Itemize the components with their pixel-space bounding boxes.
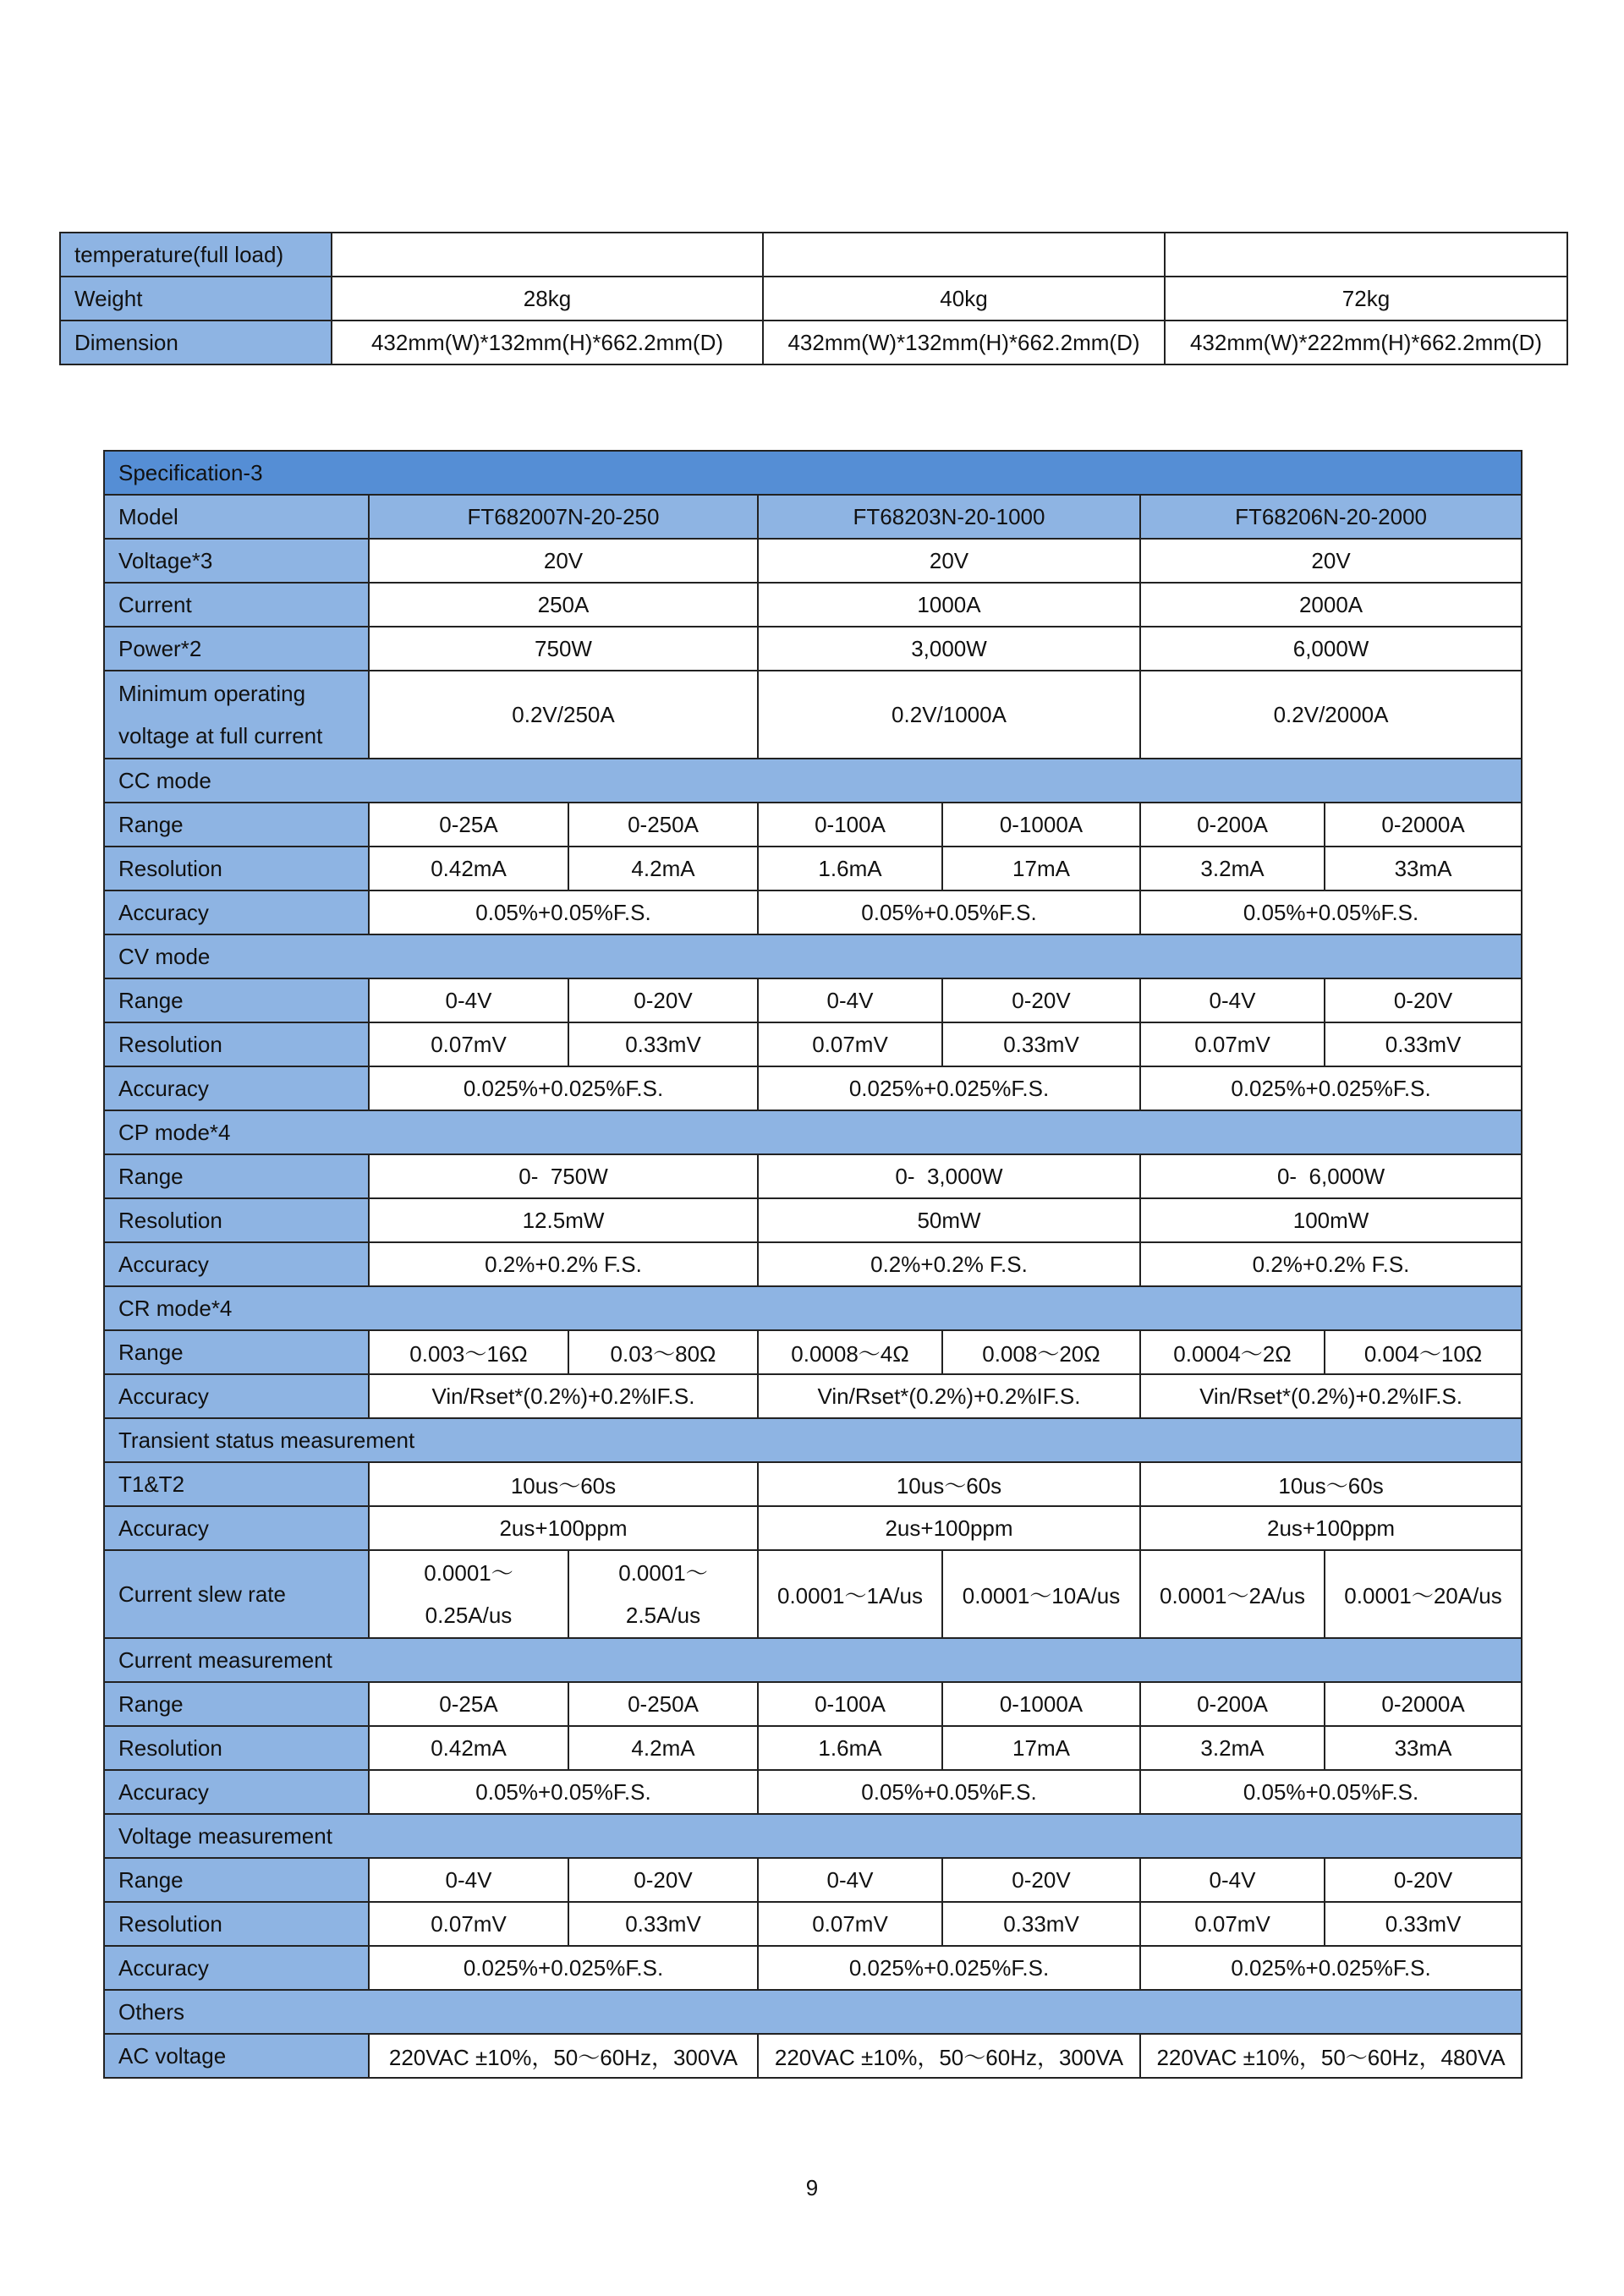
table-cell: 432mm(W)*222mm(H)*662.2mm(D): [1165, 321, 1567, 364]
section-row: [104, 934, 1522, 978]
section-header: CR mode*4: [104, 1286, 1522, 1330]
table-cell: 220VAC ±10%，50～60Hz，480VA: [1140, 2034, 1522, 2078]
table-cell: 0.33mV: [942, 1902, 1140, 1946]
table-row: [60, 233, 1567, 277]
table-cell: 0.025%+0.025%F.S.: [758, 1066, 1140, 1110]
table-cell: 0-4V: [758, 1858, 942, 1902]
table-cell: 0.025%+0.025%F.S.: [1140, 1946, 1522, 1990]
label-line: voltage at full current: [118, 723, 323, 748]
table-cell: 0.0001～1A/us: [758, 1550, 942, 1638]
table-cell: 0.2%+0.2% F.S.: [758, 1242, 1140, 1286]
table-cell: 0.42mA: [369, 1726, 568, 1770]
table-row: [104, 803, 1522, 847]
table-row: [104, 1154, 1522, 1198]
model-cell: FT68206N-20-2000: [1140, 495, 1522, 539]
spec-3-table: [103, 450, 1522, 2079]
row-label: Resolution: [104, 1726, 369, 1770]
row-label: Resolution: [104, 847, 369, 890]
table-cell: 0.0001～ 0.25A/us: [369, 1550, 568, 1638]
row-label: Accuracy: [104, 890, 369, 934]
table-cell: 0-2000A: [1325, 1682, 1522, 1726]
table-cell: 50mW: [758, 1198, 1140, 1242]
table-cell: 10us～60s: [369, 1462, 758, 1506]
table-cell: 1000A: [758, 583, 1140, 627]
table-row: [104, 539, 1522, 583]
table-cell: 0-4V: [1140, 1858, 1325, 1902]
table-cell: 0.025%+0.025%F.S.: [369, 1946, 758, 1990]
table-cell: [1165, 233, 1567, 277]
row-label: Range: [104, 1330, 369, 1374]
row-label: Weight: [60, 277, 332, 321]
section-row: [104, 1286, 1522, 1330]
row-label: T1&T2: [104, 1462, 369, 1506]
table-row: [104, 1770, 1522, 1814]
table-cell: 0-1000A: [942, 803, 1140, 847]
table-cell: 0.33mV: [568, 1022, 758, 1066]
section-row: [104, 1110, 1522, 1154]
table-cell: 0-25A: [369, 803, 568, 847]
table-cell: 750W: [369, 627, 758, 671]
table-cell: 0-4V: [1140, 978, 1325, 1022]
row-label: Accuracy: [104, 1506, 369, 1550]
table-cell: 0-4V: [369, 978, 568, 1022]
table-cell: 432mm(W)*132mm(H)*662.2mm(D): [332, 321, 763, 364]
table-row: [104, 1374, 1522, 1418]
table-cell: 1.6mA: [758, 847, 942, 890]
table-cell: 0.42mA: [369, 847, 568, 890]
table-cell: 3.2mA: [1140, 1726, 1325, 1770]
section-header: Transient status measurement: [104, 1418, 1522, 1462]
table-cell: 20V: [369, 539, 758, 583]
table-cell: 0- 3,000W: [758, 1154, 1140, 1198]
page-number: 9: [805, 2175, 819, 2200]
table-cell: 0-2000A: [1325, 803, 1522, 847]
table-cell: 0.33mV: [568, 1902, 758, 1946]
table-cell: 0.05%+0.05%F.S.: [369, 890, 758, 934]
row-label: [104, 671, 369, 759]
table-cell: 0.025%+0.025%F.S.: [369, 1066, 758, 1110]
row-label: Voltage*3: [104, 539, 369, 583]
table-cell: 0.05%+0.05%F.S.: [369, 1770, 758, 1814]
table-cell: 0.05%+0.05%F.S.: [758, 1770, 1140, 1814]
table-row: [104, 1198, 1522, 1242]
row-label: Resolution: [104, 1022, 369, 1066]
table-cell: 2000A: [1140, 583, 1522, 627]
table-cell: 28kg: [332, 277, 763, 321]
table-cell: 0.2%+0.2% F.S.: [1140, 1242, 1522, 1286]
table-cell: 0.0001～ 2.5A/us: [568, 1550, 758, 1638]
section-row: [104, 1638, 1522, 1682]
section-header: CV mode: [104, 934, 1522, 978]
table-cell: 2us+100ppm: [1140, 1506, 1522, 1550]
table-cell: 0.0008～4Ω: [758, 1330, 942, 1374]
label-line: Minimum operating: [118, 681, 306, 706]
model-cell: FT68203N-20-1000: [758, 495, 1140, 539]
table-row: [104, 978, 1522, 1022]
section-row: [104, 759, 1522, 803]
table-row: [104, 1858, 1522, 1902]
table-cell: 17mA: [942, 847, 1140, 890]
table-cell: 0.2V/1000A: [758, 671, 1140, 759]
table-cell: 0-100A: [758, 803, 942, 847]
table-cell: 3.2mA: [1140, 847, 1325, 890]
section-row: [104, 1814, 1522, 1858]
table-cell: 220VAC ±10%，50～60Hz，300VA: [369, 2034, 758, 2078]
table-row: [104, 847, 1522, 890]
table-cell: 0.008～20Ω: [942, 1330, 1140, 1374]
table-row: [104, 1022, 1522, 1066]
table-cell: 0.07mV: [758, 1022, 942, 1066]
row-label: Range: [104, 1154, 369, 1198]
table-cell: 0-250A: [568, 803, 758, 847]
table-cell: 4.2mA: [568, 1726, 758, 1770]
table-cell: 0.05%+0.05%F.S.: [1140, 890, 1522, 934]
table-cell: [763, 233, 1165, 277]
table-cell: 20V: [1140, 539, 1522, 583]
table-cell: 12.5mW: [369, 1198, 758, 1242]
table-row: [60, 277, 1567, 321]
table-header-row: [104, 451, 1522, 495]
table-cell: 0-20V: [568, 978, 758, 1022]
row-label: Accuracy: [104, 1066, 369, 1110]
table-row: [104, 627, 1522, 671]
table-cell: 40kg: [763, 277, 1165, 321]
table-cell: 0-1000A: [942, 1682, 1140, 1726]
table-cell: 0.025%+0.025%F.S.: [1140, 1066, 1522, 1110]
table-cell: 0.07mV: [758, 1902, 942, 1946]
table-row: [104, 890, 1522, 934]
table-cell: 0.0001～2A/us: [1140, 1550, 1325, 1638]
table-cell: 0-25A: [369, 1682, 568, 1726]
row-label: Current slew rate: [104, 1550, 369, 1638]
table-row: [104, 1462, 1522, 1506]
table-cell: 20V: [758, 539, 1140, 583]
table-cell: 0- 750W: [369, 1154, 758, 1198]
table-cell: 0-20V: [942, 978, 1140, 1022]
row-label: Model: [104, 495, 369, 539]
table-cell: 10us～60s: [1140, 1462, 1522, 1506]
table-row: [104, 1682, 1522, 1726]
table-cell: 0-250A: [568, 1682, 758, 1726]
table-cell: 0-20V: [1325, 1858, 1522, 1902]
table-cell: Vin/Rset*(0.2%)+0.2%IF.S.: [1140, 1374, 1522, 1418]
table-cell: 0.05%+0.05%F.S.: [758, 890, 1140, 934]
row-label: Accuracy: [104, 1374, 369, 1418]
table-row: [104, 1242, 1522, 1286]
table-cell: 2us+100ppm: [758, 1506, 1140, 1550]
table-cell: 0.07mV: [1140, 1902, 1325, 1946]
table-row: [104, 1506, 1522, 1550]
table-cell: 0-20V: [568, 1858, 758, 1902]
table-cell: 4.2mA: [568, 847, 758, 890]
table-row: [104, 1550, 1522, 1638]
table-cell: 0.33mV: [1325, 1022, 1522, 1066]
table-cell: 33mA: [1325, 1726, 1522, 1770]
table-cell: 0.0001～20A/us: [1325, 1550, 1522, 1638]
table-cell: 0.05%+0.05%F.S.: [1140, 1770, 1522, 1814]
row-label: Resolution: [104, 1902, 369, 1946]
table-cell: 0.004～10Ω: [1325, 1330, 1522, 1374]
section-row: [104, 1990, 1522, 2034]
table-cell: 0.07mV: [1140, 1022, 1325, 1066]
table-cell: 10us～60s: [758, 1462, 1140, 1506]
table-cell: 0.2V/250A: [369, 671, 758, 759]
row-label: Range: [104, 978, 369, 1022]
section-row: [104, 1418, 1522, 1462]
table-cell: 0.07mV: [369, 1022, 568, 1066]
table-cell: 0.2V/2000A: [1140, 671, 1522, 759]
spec-title: Specification-3: [104, 451, 1522, 495]
table-row: [104, 1726, 1522, 1770]
table-row: [104, 1902, 1522, 1946]
section-header: Others: [104, 1990, 1522, 2034]
section-header: Current measurement: [104, 1638, 1522, 1682]
table-cell: 0.003～16Ω: [369, 1330, 568, 1374]
row-label: Accuracy: [104, 1770, 369, 1814]
table-row: [60, 321, 1567, 364]
row-label: Dimension: [60, 321, 332, 364]
table-row: [104, 1066, 1522, 1110]
row-label: Current: [104, 583, 369, 627]
row-label: Resolution: [104, 1198, 369, 1242]
table-cell: 100mW: [1140, 1198, 1522, 1242]
table-cell: 0-20V: [1325, 978, 1522, 1022]
table-cell: 72kg: [1165, 277, 1567, 321]
table-cell: 0.07mV: [369, 1902, 568, 1946]
table-cell: 2us+100ppm: [369, 1506, 758, 1550]
section-header: CC mode: [104, 759, 1522, 803]
table-cell: 0-4V: [369, 1858, 568, 1902]
row-label: AC voltage: [104, 2034, 369, 2078]
row-label: Range: [104, 1682, 369, 1726]
table-cell: 17mA: [942, 1726, 1140, 1770]
table-row: [104, 583, 1522, 627]
row-label: Range: [104, 1858, 369, 1902]
table-cell: 0- 6,000W: [1140, 1154, 1522, 1198]
spec-table-continued: [59, 232, 1568, 365]
row-label: temperature(full load): [60, 233, 332, 277]
table-cell: Vin/Rset*(0.2%)+0.2%IF.S.: [758, 1374, 1140, 1418]
table-row: [104, 1330, 1522, 1374]
table-row: [104, 1946, 1522, 1990]
table-cell: 432mm(W)*132mm(H)*662.2mm(D): [763, 321, 1165, 364]
table-cell: 0.2%+0.2% F.S.: [369, 1242, 758, 1286]
table-cell: 0.0001～10A/us: [942, 1550, 1140, 1638]
section-header: CP mode*4: [104, 1110, 1522, 1154]
table-cell: 33mA: [1325, 847, 1522, 890]
model-cell: FT682007N-20-250: [369, 495, 758, 539]
table-cell: 0.33mV: [942, 1022, 1140, 1066]
table-cell: 250A: [369, 583, 758, 627]
table-cell: 0-200A: [1140, 803, 1325, 847]
row-label: Range: [104, 803, 369, 847]
table-cell: 3,000W: [758, 627, 1140, 671]
table-cell: [332, 233, 763, 277]
row-label: Accuracy: [104, 1946, 369, 1990]
table-cell: 0-100A: [758, 1682, 942, 1726]
table-cell: 0.03～80Ω: [568, 1330, 758, 1374]
table-cell: 0.0004～2Ω: [1140, 1330, 1325, 1374]
table-row: [104, 671, 1522, 759]
table-cell: Vin/Rset*(0.2%)+0.2%IF.S.: [369, 1374, 758, 1418]
table-cell: 6,000W: [1140, 627, 1522, 671]
table-cell: 0.025%+0.025%F.S.: [758, 1946, 1140, 1990]
row-label: Accuracy: [104, 1242, 369, 1286]
table-cell: 1.6mA: [758, 1726, 942, 1770]
table-cell: 0-20V: [942, 1858, 1140, 1902]
row-label: Power*2: [104, 627, 369, 671]
table-cell: 0.33mV: [1325, 1902, 1522, 1946]
table-row: [104, 495, 1522, 539]
table-cell: 0-4V: [758, 978, 942, 1022]
section-header: Voltage measurement: [104, 1814, 1522, 1858]
table-cell: 0-200A: [1140, 1682, 1325, 1726]
table-cell: 220VAC ±10%，50～60Hz，300VA: [758, 2034, 1140, 2078]
table-row: [104, 2034, 1522, 2078]
